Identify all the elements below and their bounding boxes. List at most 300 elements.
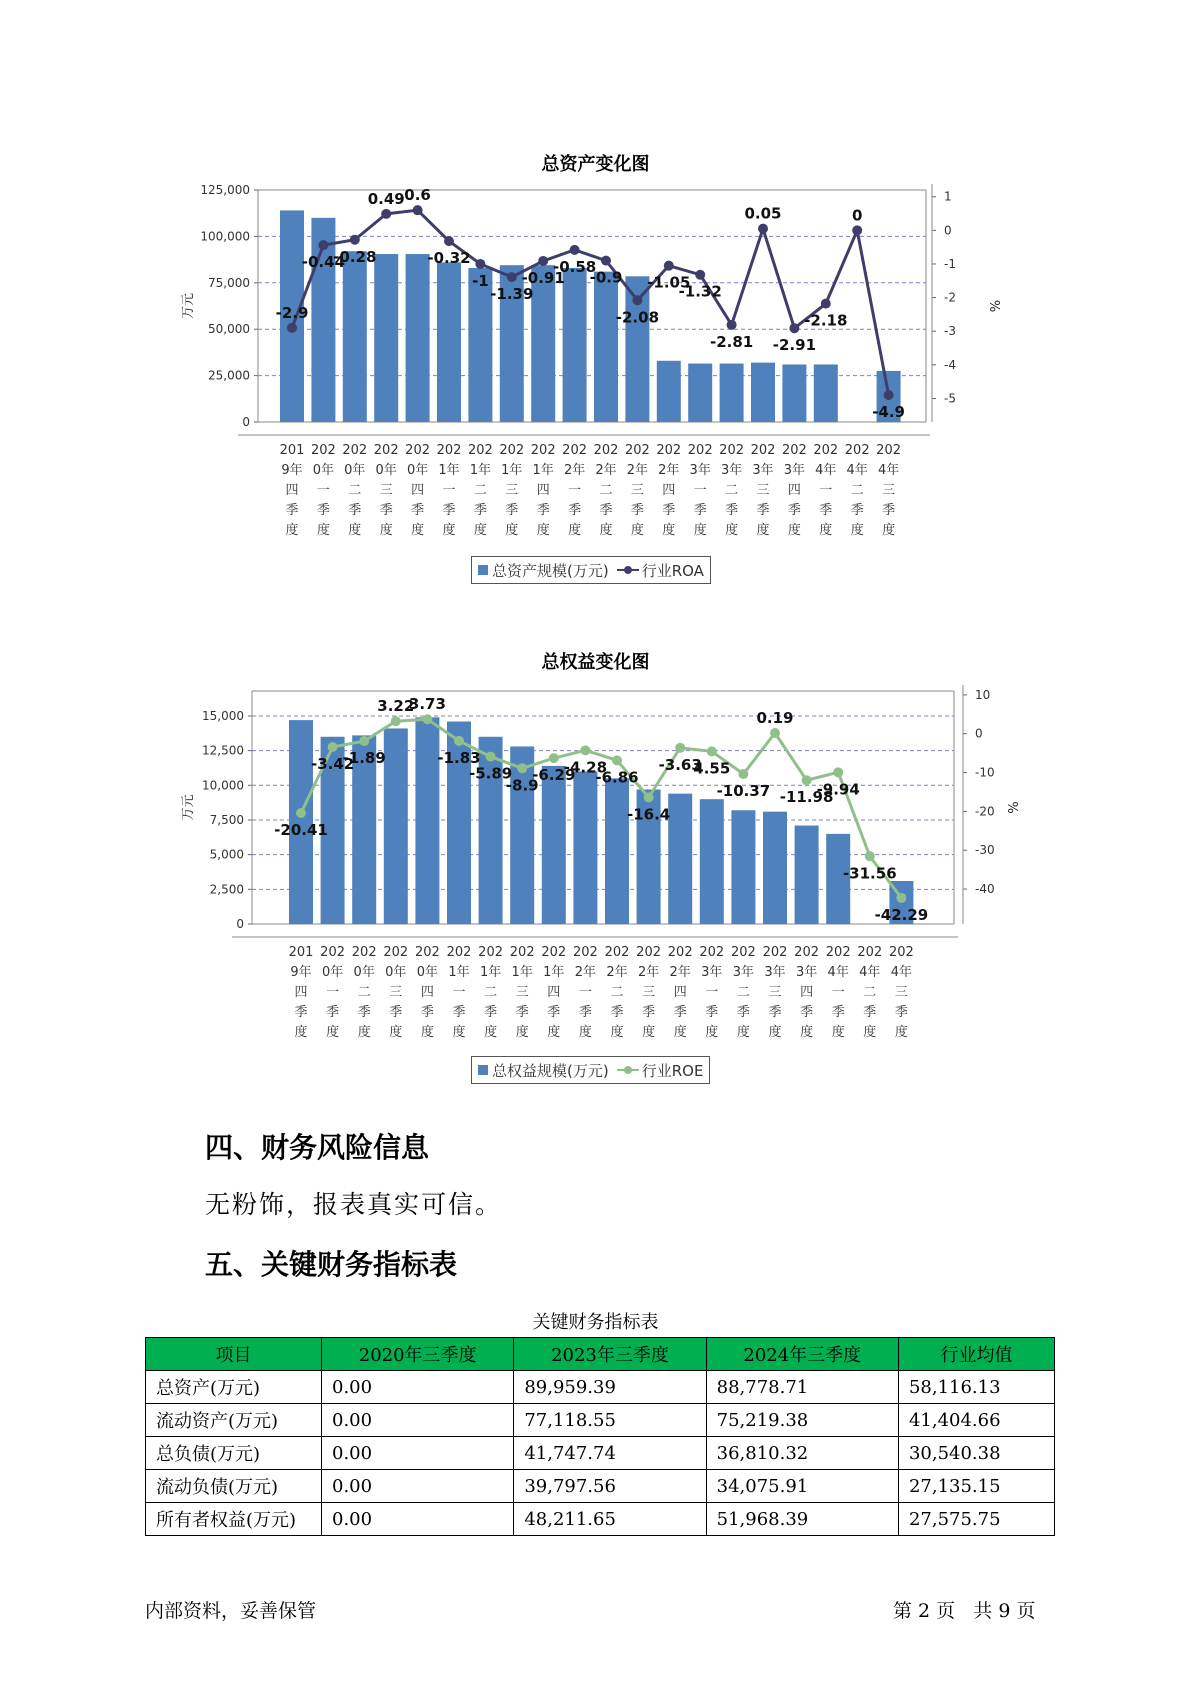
header-cell: 项目 <box>146 1338 322 1371</box>
x-tick-label: 季 <box>326 1005 340 1020</box>
x-tick-label: 季 <box>725 503 739 518</box>
data-label: 3.22 <box>377 697 415 716</box>
data-label: -8.9 <box>505 776 539 795</box>
table-cell: 流动负债(万元) <box>146 1470 322 1503</box>
data-label: -4.9 <box>872 403 906 422</box>
line-point <box>612 755 622 765</box>
data-label: -4.28 <box>563 758 608 777</box>
bar <box>668 794 692 924</box>
x-tick-label: 202 <box>414 945 440 960</box>
x-tick-label: 0年 <box>385 965 407 980</box>
table-cell: 0.00 <box>322 1503 514 1536</box>
bar <box>415 717 439 924</box>
x-tick-label: 202 <box>446 945 472 960</box>
y-tick-label: 7,500 <box>209 812 244 827</box>
y-tick-label: 2,500 <box>209 882 244 897</box>
line-point <box>444 236 454 246</box>
x-tick-label: 3年 <box>764 965 786 980</box>
x-tick-label: 202 <box>876 443 902 458</box>
x-tick-label: 三 <box>630 483 644 498</box>
x-tick-label: 度 <box>578 1025 592 1040</box>
x-tick-label: 度 <box>547 1025 561 1040</box>
x-tick-label: 度 <box>800 1025 814 1040</box>
legend-label-total-assets: 总资产规模(万元) <box>492 561 609 580</box>
x-tick-label: 度 <box>411 523 425 538</box>
y-tick-label: 10,000 <box>202 778 244 793</box>
x-tick-label: 202 <box>604 945 630 960</box>
x-tick-label: 季 <box>578 1005 592 1020</box>
y2-tick-label: -4 <box>944 357 956 372</box>
y2-tick-label: -10 <box>975 765 995 780</box>
x-tick-label: 4年 <box>859 965 881 980</box>
x-tick-label: 度 <box>662 523 676 538</box>
table-cell: 75,219.38 <box>706 1404 898 1437</box>
x-tick-label: 202 <box>857 945 883 960</box>
data-label: -0.58 <box>552 257 597 276</box>
x-tick-label: 二 <box>348 483 362 498</box>
x-tick-label: 202 <box>467 443 493 458</box>
bar <box>782 364 806 422</box>
x-tick-label: 202 <box>699 945 725 960</box>
x-tick-label: 度 <box>505 523 519 538</box>
x-tick-label: 202 <box>351 945 377 960</box>
x-tick-label: 3年 <box>752 463 774 478</box>
x-tick-label: 4年 <box>890 965 913 980</box>
x-tick-label: 四 <box>547 985 561 1000</box>
x-tick-label: 度 <box>850 523 864 538</box>
x-tick-label: 二 <box>357 985 371 1000</box>
line-point <box>391 716 401 726</box>
key-financial-indicators-table <box>145 1337 1055 1536</box>
x-tick-label: 0年 <box>375 463 397 478</box>
bar <box>343 251 367 422</box>
data-label: -0.91 <box>521 268 565 287</box>
line-point <box>454 736 464 746</box>
x-tick-label: 度 <box>536 523 550 538</box>
y-axis-title: 万元 <box>181 794 196 821</box>
x-tick-label: 一 <box>819 483 833 498</box>
x-tick-label: 202 <box>730 945 756 960</box>
line-point <box>789 323 799 333</box>
data-label: -2.08 <box>615 308 660 327</box>
x-tick-label: 度 <box>568 523 582 538</box>
x-tick-label: 202 <box>509 945 535 960</box>
x-tick-label: 0年 <box>312 463 335 478</box>
table-cell: 27,575.75 <box>898 1503 1054 1536</box>
data-label: -1.39 <box>490 285 534 304</box>
data-label: 3.73 <box>408 695 446 714</box>
x-tick-label: 季 <box>693 503 707 518</box>
x-tick-label: 四 <box>536 483 550 498</box>
y-tick-label: 0 <box>236 917 244 931</box>
x-tick-label: 三 <box>894 985 908 1000</box>
line-legend-swatch <box>617 1065 639 1075</box>
x-tick-label: 度 <box>442 523 456 538</box>
y2-axis-title: % <box>1004 801 1019 814</box>
x-tick-label: 度 <box>894 1025 908 1040</box>
x-tick-label: 度 <box>420 1025 434 1040</box>
bar-legend-swatch <box>478 1065 488 1075</box>
x-tick-label: 202 <box>373 443 399 458</box>
x-tick-label: 季 <box>610 1005 624 1020</box>
x-tick-label: 度 <box>348 523 362 538</box>
x-tick-label: 季 <box>389 1005 403 1020</box>
line-point <box>422 714 432 724</box>
bar <box>594 272 618 422</box>
x-tick-label: 202 <box>593 443 619 458</box>
table-cell: 58,116.13 <box>898 1371 1054 1404</box>
data-label: -20.41 <box>274 820 328 839</box>
x-tick-label: 度 <box>473 523 487 538</box>
x-tick-label: 季 <box>505 503 519 518</box>
legend-label-total-equity: 总权益规模(万元) <box>492 1061 609 1080</box>
table-cell: 所有者权益(万元) <box>146 1503 322 1536</box>
x-tick-label: 2年 <box>563 463 586 478</box>
x-tick-label: 4年 <box>815 463 837 478</box>
x-tick-label: 4年 <box>846 463 868 478</box>
equity-chart-title: 总权益变化图 <box>541 652 650 673</box>
x-tick-label: 202 <box>750 443 776 458</box>
line-point <box>896 893 906 903</box>
x-tick-label: 度 <box>452 1025 466 1040</box>
table-cell: 39,797.56 <box>514 1470 706 1503</box>
table-cell: 0.00 <box>322 1371 514 1404</box>
table-cell: 41,747.74 <box>514 1437 706 1470</box>
data-label: -0.44 <box>301 253 346 272</box>
x-tick-label: 四 <box>787 483 801 498</box>
data-label: -2.81 <box>709 332 754 351</box>
bar <box>731 810 755 924</box>
y-tick-label: 125,000 <box>200 183 250 197</box>
line-point <box>884 390 894 400</box>
x-tick-label: 0年 <box>416 965 439 980</box>
line-point <box>675 743 685 753</box>
x-tick-label: 3年 <box>783 463 806 478</box>
table-cell: 总负债(万元) <box>146 1437 322 1470</box>
x-tick-label: 季 <box>536 503 550 518</box>
data-label: -6.29 <box>532 766 576 785</box>
y2-tick-label: -40 <box>975 882 995 897</box>
line-point <box>381 209 391 219</box>
x-tick-label: 度 <box>285 523 299 538</box>
line-point <box>517 763 527 773</box>
x-tick-label: 202 <box>825 945 851 960</box>
table-cell: 88,778.71 <box>706 1371 898 1404</box>
x-tick-label: 3年 <box>732 965 755 980</box>
footer-confidential-note: 内部资料，妥善保管 <box>145 1600 317 1622</box>
x-tick-label: 202 <box>687 443 713 458</box>
x-tick-label: 度 <box>642 1025 656 1040</box>
x-tick-label: 季 <box>736 1005 750 1020</box>
x-tick-label: 2年 <box>606 965 628 980</box>
x-tick-label: 202 <box>624 443 650 458</box>
x-tick-label: 三 <box>642 985 656 1000</box>
x-tick-label: 度 <box>705 1025 719 1040</box>
y2-tick-label: -2 <box>944 290 956 305</box>
data-label: -42.29 <box>874 905 929 924</box>
data-label: -16.4 <box>626 805 671 824</box>
x-tick-label: 四 <box>285 483 299 498</box>
line-point <box>727 320 737 330</box>
x-tick-label: 度 <box>725 523 739 538</box>
x-tick-label: 202 <box>405 443 431 458</box>
data-label: -2.91 <box>772 336 817 355</box>
x-tick-label: 1年 <box>511 965 533 980</box>
line-point <box>475 259 485 269</box>
line-point <box>359 736 369 746</box>
y-tick-label: 15,000 <box>202 708 244 723</box>
data-label: -0.9 <box>589 268 623 287</box>
x-tick-label: 0年 <box>344 463 366 478</box>
x-tick-label: 9年 <box>290 965 312 980</box>
x-tick-label: 季 <box>863 1005 877 1020</box>
bar-legend-swatch <box>478 565 488 575</box>
table-cell: 0.00 <box>322 1470 514 1503</box>
data-label: -1.05 <box>647 273 691 292</box>
line-point <box>549 753 559 763</box>
x-tick-label: 202 <box>320 945 346 960</box>
x-tick-label: 1年 <box>469 463 492 478</box>
data-label: -3.42 <box>310 754 355 773</box>
x-tick-label: 季 <box>642 1005 656 1020</box>
x-tick-label: 四 <box>662 483 676 498</box>
table-cell: 48,211.65 <box>514 1503 706 1536</box>
x-tick-label: 202 <box>888 945 914 960</box>
x-tick-label: 1年 <box>438 463 460 478</box>
x-tick-label: 季 <box>787 503 801 518</box>
x-tick-label: 3年 <box>795 965 818 980</box>
line-point <box>570 245 580 255</box>
x-tick-label: 2年 <box>595 463 617 478</box>
x-tick-label: 一 <box>442 483 456 498</box>
x-tick-label: 季 <box>819 503 833 518</box>
x-tick-label: 季 <box>568 503 582 518</box>
x-tick-label: 202 <box>478 945 504 960</box>
x-tick-label: 201 <box>279 443 305 458</box>
line-point <box>707 746 717 756</box>
x-tick-label: 4年 <box>877 463 900 478</box>
y-tick-label: 5,000 <box>209 847 244 862</box>
y2-tick-label: -3 <box>944 324 956 339</box>
bar <box>542 766 566 924</box>
footer-page-number: 第 2 页 共 9 页 <box>893 1600 1036 1622</box>
x-tick-label: 一 <box>316 483 330 498</box>
x-tick-label: 季 <box>316 503 330 518</box>
x-tick-label: 季 <box>452 1005 466 1020</box>
y-axis-title: 万元 <box>181 292 196 320</box>
table-cell: 27,135.15 <box>898 1470 1054 1503</box>
x-tick-label: 0年 <box>406 463 429 478</box>
x-tick-label: 二 <box>610 985 624 1000</box>
x-tick-label: 季 <box>473 503 487 518</box>
x-tick-label: 度 <box>787 523 801 538</box>
data-label: 0.49 <box>367 189 405 208</box>
table-cell: 0.00 <box>322 1437 514 1470</box>
x-tick-label: 2年 <box>626 463 649 478</box>
legend-label-roe: 行业ROE <box>641 1061 704 1080</box>
table-cell: 总资产(万元) <box>146 1371 322 1404</box>
y-tick-label: 50,000 <box>208 322 250 337</box>
line-point <box>486 752 496 762</box>
bar <box>437 262 461 422</box>
x-tick-label: 202 <box>781 443 807 458</box>
equity-chart-legend <box>471 1056 710 1084</box>
y2-tick-label: -5 <box>944 391 956 406</box>
data-label: -1.89 <box>342 749 386 768</box>
x-tick-label: 三 <box>515 985 529 1000</box>
section5-heading: 五、关键财务指标表 <box>205 1248 458 1281</box>
table-row <box>146 1503 1055 1536</box>
data-label: -9.94 <box>816 780 860 799</box>
x-tick-label: 季 <box>411 503 425 518</box>
table-cell: 77,118.55 <box>514 1404 706 1437</box>
data-label: -10.37 <box>716 781 771 800</box>
y2-tick-label: 0 <box>944 223 952 238</box>
x-tick-label: 3年 <box>689 463 711 478</box>
x-tick-label: 4年 <box>827 965 849 980</box>
y2-tick-label: 0 <box>975 726 983 741</box>
x-tick-label: 三 <box>882 483 896 498</box>
x-tick-label: 度 <box>756 523 770 538</box>
x-tick-label: 季 <box>285 503 299 518</box>
x-tick-label: 度 <box>673 1025 687 1040</box>
x-tick-label: 三 <box>756 483 770 498</box>
line-point <box>865 851 875 861</box>
line-point <box>318 240 328 250</box>
bar <box>751 363 775 422</box>
x-tick-label: 季 <box>379 503 393 518</box>
x-tick-label: 1年 <box>501 463 523 478</box>
y-tick-label: 100,000 <box>200 229 250 244</box>
table-cell: 30,540.38 <box>898 1437 1054 1470</box>
x-tick-label: 度 <box>294 1025 308 1040</box>
bar <box>657 361 681 422</box>
data-label: -11.98 <box>779 788 834 807</box>
table-row <box>146 1437 1055 1470</box>
x-tick-label: 季 <box>894 1005 908 1020</box>
y-tick-label: 25,000 <box>208 368 250 383</box>
x-tick-label: 二 <box>863 985 877 1000</box>
line-point <box>580 745 590 755</box>
x-tick-label: 0年 <box>353 965 375 980</box>
data-label: -5.89 <box>468 764 513 783</box>
x-tick-label: 2年 <box>669 965 691 980</box>
data-label: 0.05 <box>744 204 782 223</box>
bar <box>531 265 555 422</box>
x-tick-label: 季 <box>768 1005 782 1020</box>
y2-tick-label: 1 <box>944 189 952 204</box>
x-tick-label: 202 <box>794 945 820 960</box>
x-tick-label: 202 <box>719 443 745 458</box>
header-cell: 行业均值 <box>898 1338 1054 1371</box>
x-tick-label: 度 <box>693 523 707 538</box>
x-tick-label: 202 <box>572 945 598 960</box>
x-tick-label: 度 <box>831 1025 845 1040</box>
x-tick-label: 一 <box>705 985 719 1000</box>
x-tick-label: 度 <box>736 1025 750 1040</box>
data-label: 0 <box>851 206 863 225</box>
bar <box>384 728 408 924</box>
line-point <box>821 299 831 309</box>
bar <box>374 254 398 422</box>
x-tick-label: 202 <box>762 945 788 960</box>
line-point <box>507 272 517 282</box>
x-tick-label: 201 <box>288 945 314 960</box>
header-cell: 2023年三季度 <box>514 1338 706 1371</box>
x-tick-label: 3年 <box>720 463 743 478</box>
x-tick-label: 季 <box>357 1005 371 1020</box>
section4-heading: 四、财务风险信息 <box>205 1131 430 1164</box>
line-point <box>644 792 654 802</box>
x-tick-label: 度 <box>610 1025 624 1040</box>
y2-tick-label: -30 <box>975 843 995 858</box>
y2-axis-title: % <box>986 299 1001 313</box>
table-row <box>146 1371 1055 1404</box>
bar <box>700 799 724 924</box>
bar <box>563 268 587 422</box>
x-tick-label: 202 <box>530 443 556 458</box>
x-tick-label: 度 <box>630 523 644 538</box>
data-label: -3.63 <box>658 755 702 774</box>
section4-text: 无粉饰，报表真实可信。 <box>205 1190 503 1219</box>
x-tick-label: 度 <box>389 1025 403 1040</box>
x-tick-label: 季 <box>515 1005 529 1020</box>
line-point <box>287 323 297 333</box>
bar <box>720 364 744 422</box>
x-tick-label: 一 <box>578 985 592 1000</box>
table-cell: 0.00 <box>322 1404 514 1437</box>
x-tick-label: 季 <box>673 1005 687 1020</box>
x-tick-label: 9年 <box>281 463 303 478</box>
x-tick-label: 四 <box>294 985 308 1000</box>
y-tick-label: 75,000 <box>208 275 250 290</box>
data-label: -31.56 <box>842 864 897 883</box>
bar <box>763 812 787 924</box>
x-tick-label: 季 <box>756 503 770 518</box>
x-tick-label: 2年 <box>658 463 680 478</box>
x-tick-label: 度 <box>326 1025 340 1040</box>
bar <box>814 364 838 422</box>
line-point <box>413 205 423 215</box>
line-point <box>802 775 812 785</box>
x-tick-label: 季 <box>705 1005 719 1020</box>
table-header-row <box>146 1338 1055 1371</box>
x-tick-label: 二 <box>473 483 487 498</box>
data-label: -0.32 <box>427 249 471 268</box>
bar <box>406 254 430 422</box>
data-label: -6.86 <box>595 768 639 787</box>
x-tick-label: 202 <box>656 443 682 458</box>
data-label: -0.28 <box>333 247 377 266</box>
x-tick-label: 二 <box>736 985 750 1000</box>
x-tick-label: 1年 <box>532 463 554 478</box>
x-tick-label: 一 <box>831 985 845 1000</box>
line-point <box>296 808 306 818</box>
data-label: -1.83 <box>437 748 481 767</box>
line-point <box>758 224 768 234</box>
x-tick-label: 202 <box>436 443 462 458</box>
table-caption: 关键财务指标表 <box>532 1312 659 1333</box>
x-tick-label: 季 <box>599 503 613 518</box>
x-tick-label: 度 <box>768 1025 782 1040</box>
x-tick-label: 季 <box>662 503 676 518</box>
y2-tick-label: -20 <box>975 804 995 819</box>
line-point <box>632 295 642 305</box>
x-tick-label: 0年 <box>321 965 344 980</box>
x-tick-label: 一 <box>693 483 707 498</box>
data-label: -2.9 <box>275 303 309 322</box>
header-cell: 2020年三季度 <box>322 1338 514 1371</box>
